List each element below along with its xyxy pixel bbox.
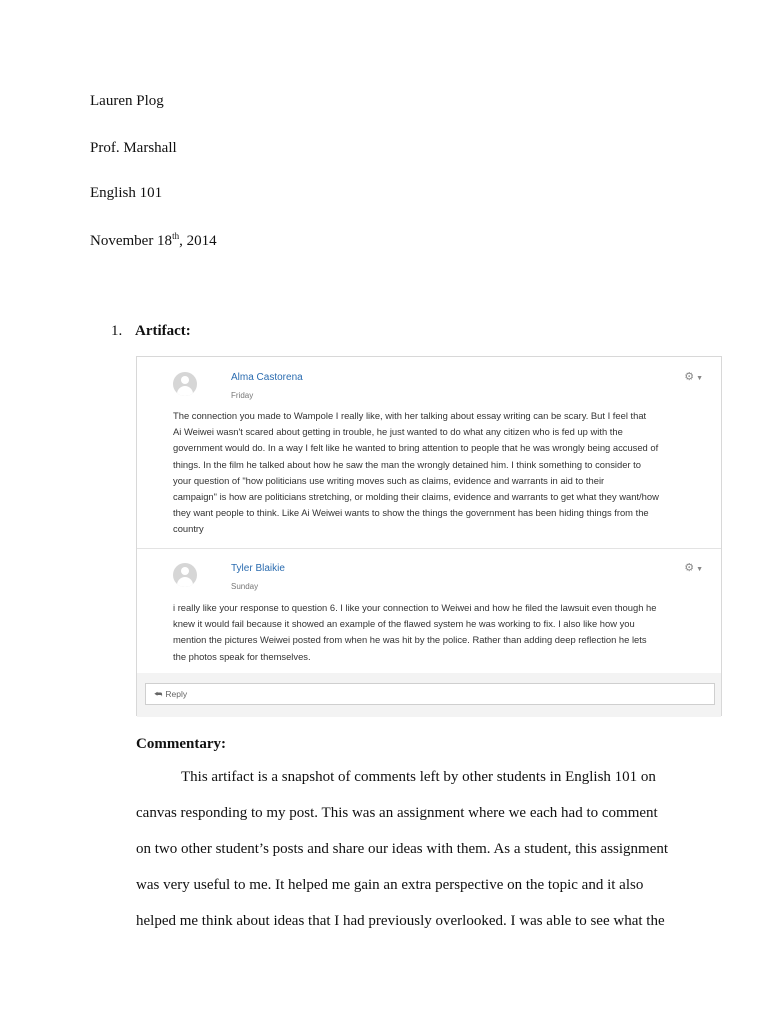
comment-line: i really like your response to question 6. I like your connection to Weiwei and how he filed the lawsuit even though he <box>173 602 657 613</box>
commentary-paragraph <box>136 759 676 939</box>
paragraph-line: was very useful to me. It helped me gain an extra perspective on the topic and it also <box>136 877 644 893</box>
date-year: , 2014 <box>179 233 217 249</box>
comment-line: government would do. In a way I felt like he wanted to bring attention to people that he was wrongly being accused of <box>173 442 659 454</box>
comment-line: they want people to think. Like Ai Weiwei wants to show the things the government has been hiding things from the <box>173 507 649 519</box>
artifact-number: 1. <box>111 323 123 339</box>
discussion-screenshot <box>136 356 722 716</box>
artifact-heading <box>111 323 191 340</box>
comment-date: Friday <box>231 391 254 400</box>
paragraph-line: canvas responding to my post. This was an assignment where we each had to comment <box>136 805 658 821</box>
comment-line: country <box>173 523 204 535</box>
paragraph-line: helped me think about ideas that I had previously overlooked. I was able to see what the <box>136 913 665 929</box>
comment-text <box>173 408 713 538</box>
comment-line: Ai Weiwei wasn't scared about getting in trouble, he just wanted to do what any citizen who is fed up with the <box>173 426 623 438</box>
comment-divider <box>137 548 721 549</box>
paragraph-line: This artifact is a snapshot of comments left by other students in English 101 on <box>181 769 656 785</box>
course-name: English 101 <box>90 185 163 201</box>
reply-label: Reply <box>165 689 188 699</box>
comment-line: your question of "how politicians use writing moves such as claims, evidence and warrants in aid to their <box>173 474 605 486</box>
comment-line: mention the pictures Weiwei posted from when he was hit by the police. Rather than adding deep reflection he lets <box>173 634 647 646</box>
comment-line: knew it would fail because it showed an example of the flawed system he was working to fix. I also like how you <box>173 618 635 630</box>
artifact-title: Artifact: <box>135 323 191 339</box>
comment-author[interactable]: Tyler Blaikie <box>231 563 285 574</box>
reply-arrow-icon: ⮪ <box>154 689 163 699</box>
comment-author[interactable]: Alma Castorena <box>231 372 303 383</box>
chevron-down-icon: ▼ <box>696 375 703 382</box>
comment-text <box>173 600 713 665</box>
date-suffix: th <box>172 231 180 241</box>
paragraph-line: on two other student’s posts and share our ideas with them. As a student, this assignment <box>136 841 669 857</box>
comment-date: Sunday <box>231 582 259 591</box>
gear-icon[interactable]: ⚙ ▼ <box>684 371 703 383</box>
gear-icon[interactable]: ⚙ ▼ <box>684 562 703 574</box>
comment-line: things. In the film he talked about how he saw the man the wrongly detained him. I think something to consider to <box>173 458 641 470</box>
author-name: Lauren Plog <box>90 93 164 109</box>
date-main: November 18 <box>90 233 173 249</box>
professor-name: Prof. Marshall <box>90 140 177 156</box>
commentary-heading: Commentary: <box>136 736 226 752</box>
comment-line: the photos speak for themselves. <box>173 650 311 662</box>
comment-line: The connection you made to Wampole I really like, with her talking about essay writing can be scary. But I feel that <box>173 410 647 421</box>
reply-button[interactable] <box>145 683 715 705</box>
comment-line: campaign" is how are politicians stretching, or molding their claims, evidence and warrants to get what they want/how <box>173 491 659 503</box>
default-user-avatar-icon <box>173 372 197 396</box>
date-line <box>90 231 217 250</box>
reply-bar <box>137 673 721 717</box>
chevron-down-icon: ▼ <box>696 566 703 573</box>
default-user-avatar-icon <box>173 563 197 587</box>
